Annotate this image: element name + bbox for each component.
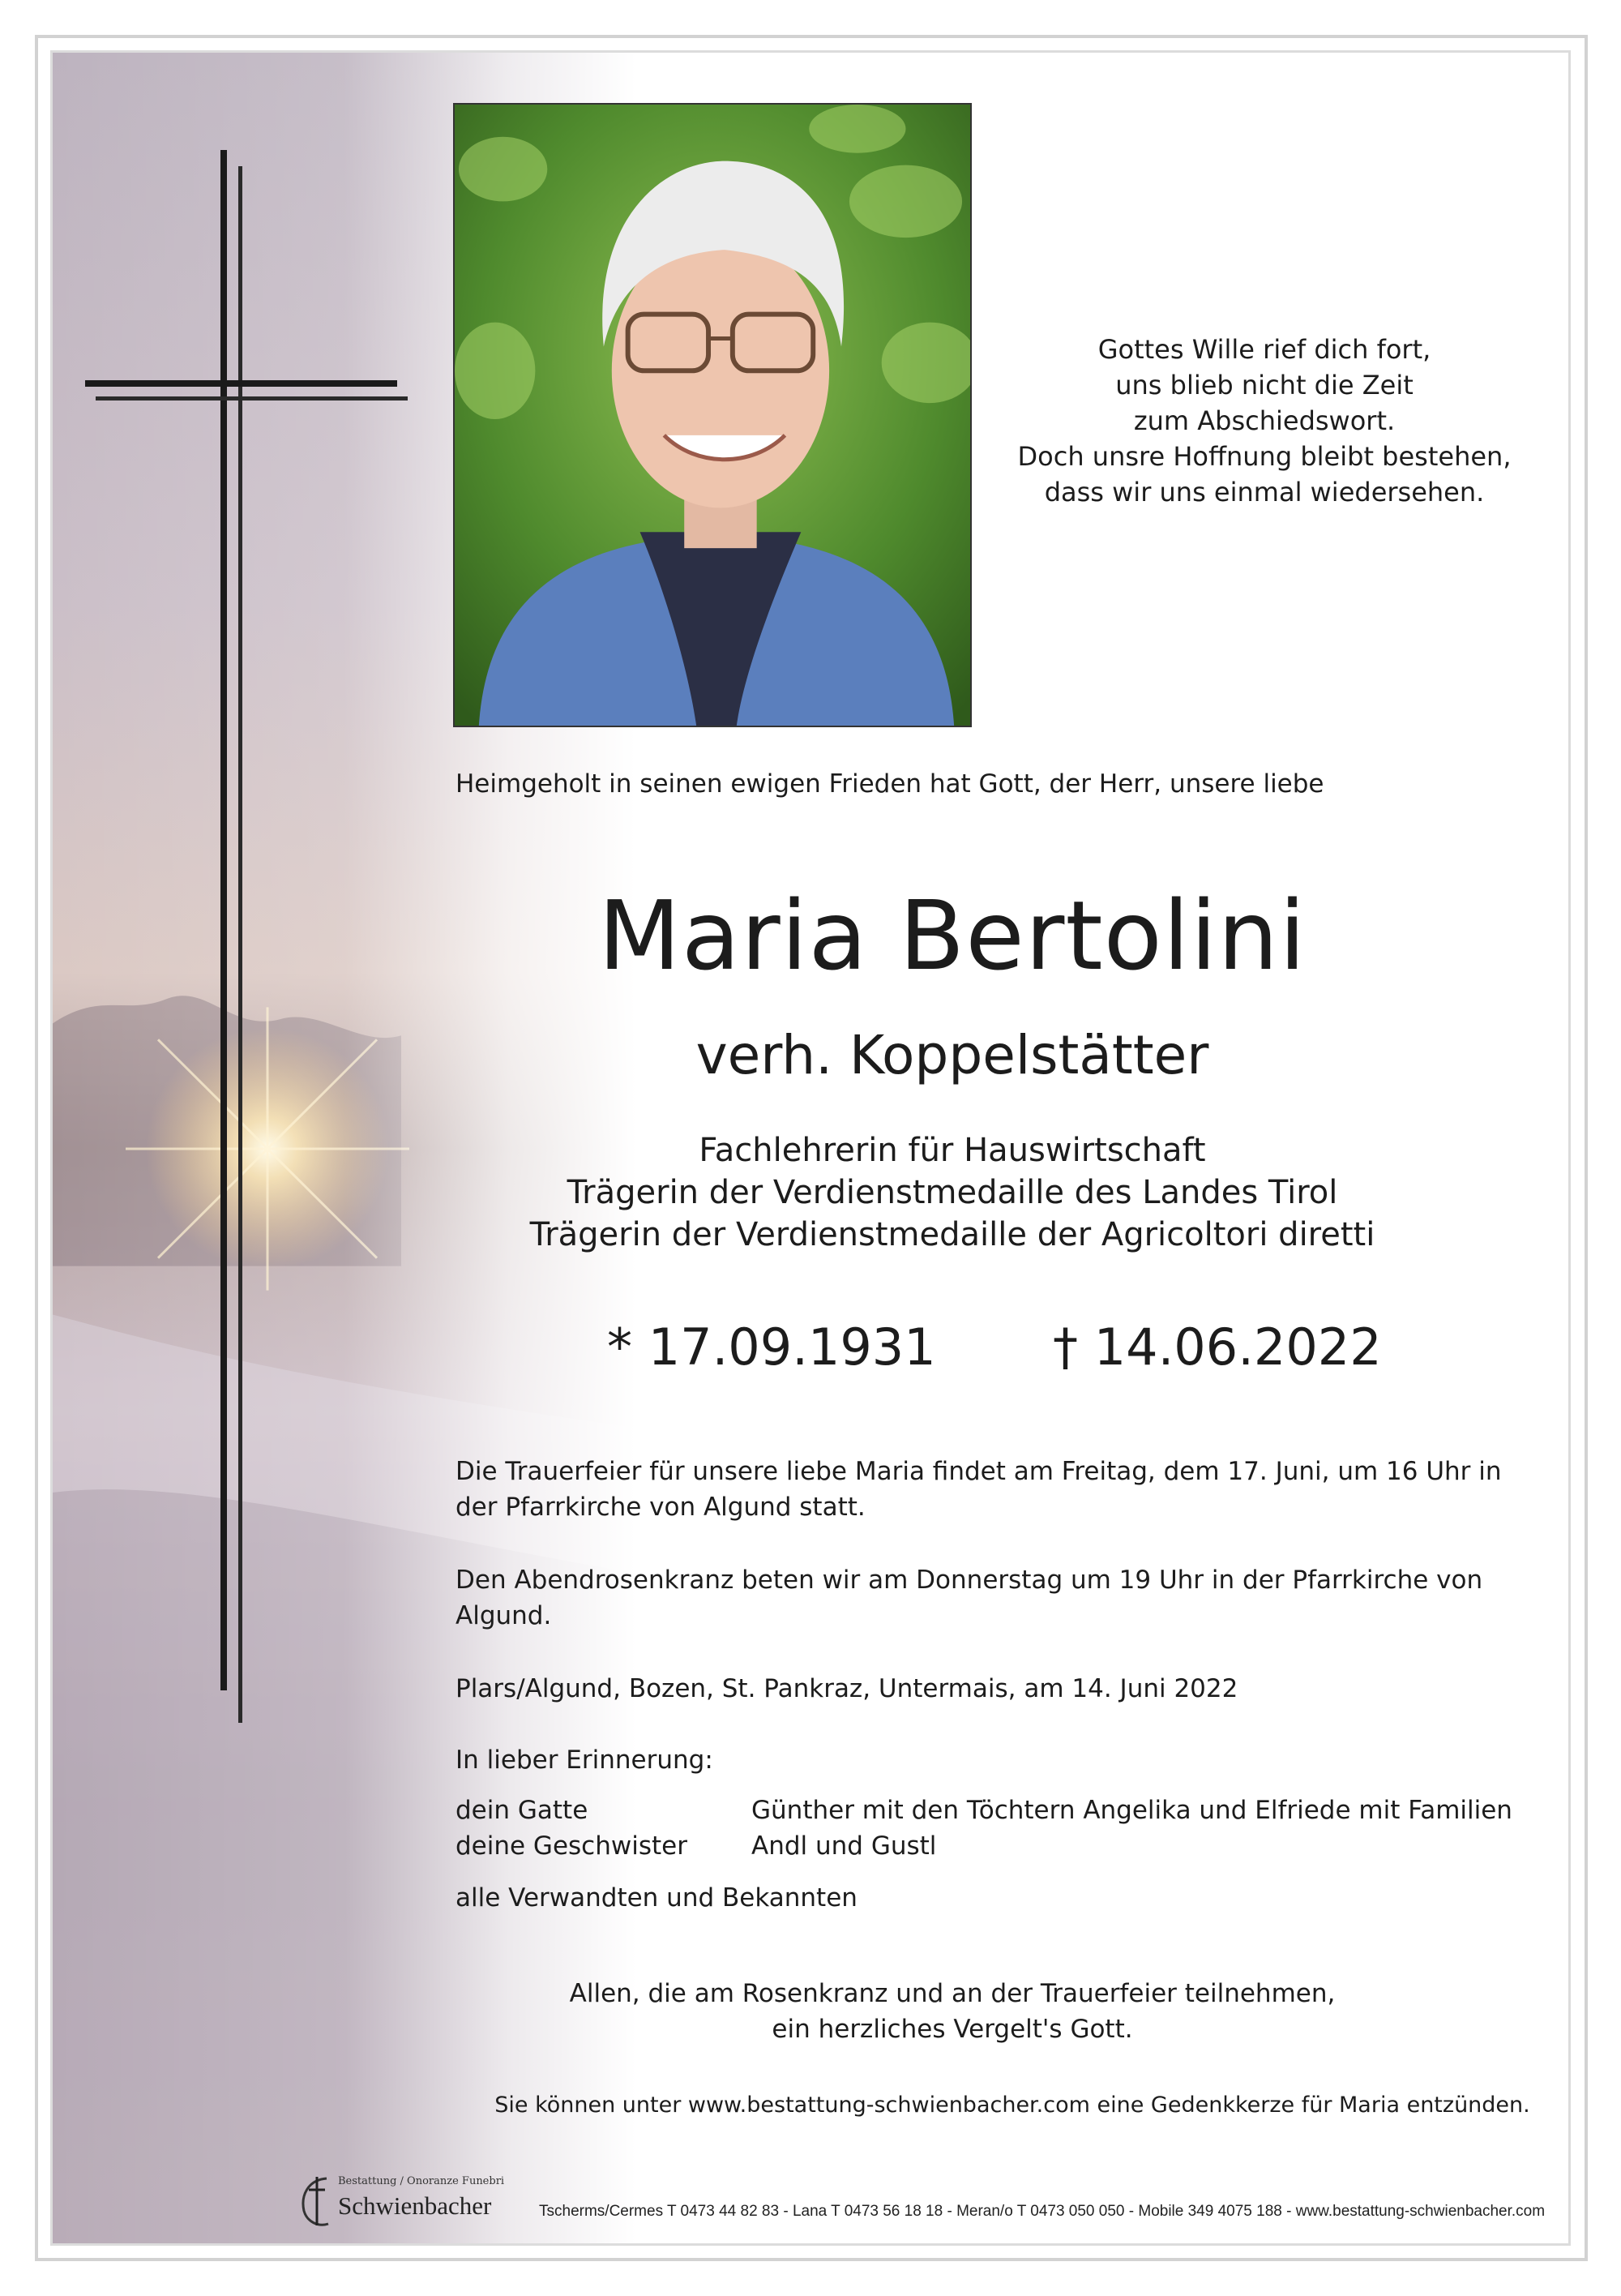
death-date: † 14.06.2022 xyxy=(1053,1317,1382,1377)
mourner-relation: dein Gatte xyxy=(456,1796,588,1825)
other-mourners: alle Verwandten und Bekannten xyxy=(456,1883,858,1913)
memorial-candle-note: Sie können unter www.bestattung-schwienbacher.com eine Gedenkkerze für Maria entzünden. xyxy=(494,2093,1530,2118)
logo-subtitle: Bestattung / Onoranze Funebri xyxy=(338,2175,505,2187)
cross-beam-shadow xyxy=(96,396,408,401)
mourner-row xyxy=(456,1828,936,1864)
deceased-name: Maria Bertolini xyxy=(598,880,1307,992)
obituary-card xyxy=(50,50,1571,2246)
rosary-notice: Den Abendrosenkranz beten wir am Donnerstag um 19 Uhr in der Pfarrkirche von Algund. xyxy=(456,1566,1483,1630)
mourner-names: Andl und Gustl xyxy=(751,1831,937,1861)
logo-name: Schwienbacher xyxy=(338,2191,492,2220)
memorial-poem xyxy=(1017,332,1512,510)
honor-line: Trägerin der Verdienstmedaille der Agricoltori diretti xyxy=(529,1216,1375,1253)
memory-intro: In lieber Erinnerung: xyxy=(456,1746,713,1775)
thanks-note xyxy=(453,1976,1452,2047)
funeral-notice: Die Trauerfeier für unsere liebe Maria findet am Freitag, dem 17. Juni, um 16 Uhr in der Pfarrkirche von Algund statt. xyxy=(456,1457,1502,1522)
poem-line: dass wir uns einmal wiedersehen. xyxy=(1044,477,1485,508)
funeral-home-logo xyxy=(296,2172,531,2229)
birth-date: * 17.09.1931 xyxy=(607,1317,936,1377)
place-date: Plars/Algund, Bozen, St. Pankraz, Untermais, am 14. Juni 2022 xyxy=(456,1674,1238,1703)
mourner-row xyxy=(456,1793,1512,1828)
intro-text: Heimgeholt in seinen ewigen Frieden hat Gott, der Herr, unsere liebe xyxy=(456,769,1324,799)
mourner-names: Günther mit den Töchtern Angelika und Elfriede mit Familien xyxy=(751,1796,1512,1825)
poem-line: Doch unsre Hoffnung bleibt bestehen, xyxy=(1017,441,1512,472)
honor-line: Fachlehrerin für Hauswirtschaft xyxy=(699,1132,1206,1169)
honors-list xyxy=(453,1129,1452,1256)
footer xyxy=(53,2172,1568,2229)
honor-line: Trägerin der Verdienstmedaille des Landes Tirol xyxy=(567,1174,1338,1211)
poem-line: zum Abschiedswort. xyxy=(1133,405,1396,436)
cross-logo-icon xyxy=(296,2172,336,2229)
cross-beam xyxy=(85,380,397,387)
married-name: verh. Koppelstätter xyxy=(695,1024,1209,1086)
thanks-line: Allen, die am Rosenkranz und an der Trauerfeier teilnehmen, xyxy=(569,1979,1336,2008)
poem-line: uns blieb nicht die Zeit xyxy=(1115,370,1414,401)
mourner-relation: deine Geschwister xyxy=(456,1831,687,1861)
contact-line: Tscherms/Cermes T 0473 44 82 83 - Lana T 0473 56 18 18 - Meran/o T 0473 050 050 - Mobile 349 4075 188 - www.bestattung-schwienbacher.com xyxy=(539,2203,1546,2220)
thanks-line: ein herzliches Vergelt's Gott. xyxy=(772,2015,1133,2044)
portrait-photo xyxy=(453,103,972,727)
life-dates xyxy=(453,1317,1452,1390)
poem-line: Gottes Wille rief dich fort, xyxy=(1097,334,1431,365)
